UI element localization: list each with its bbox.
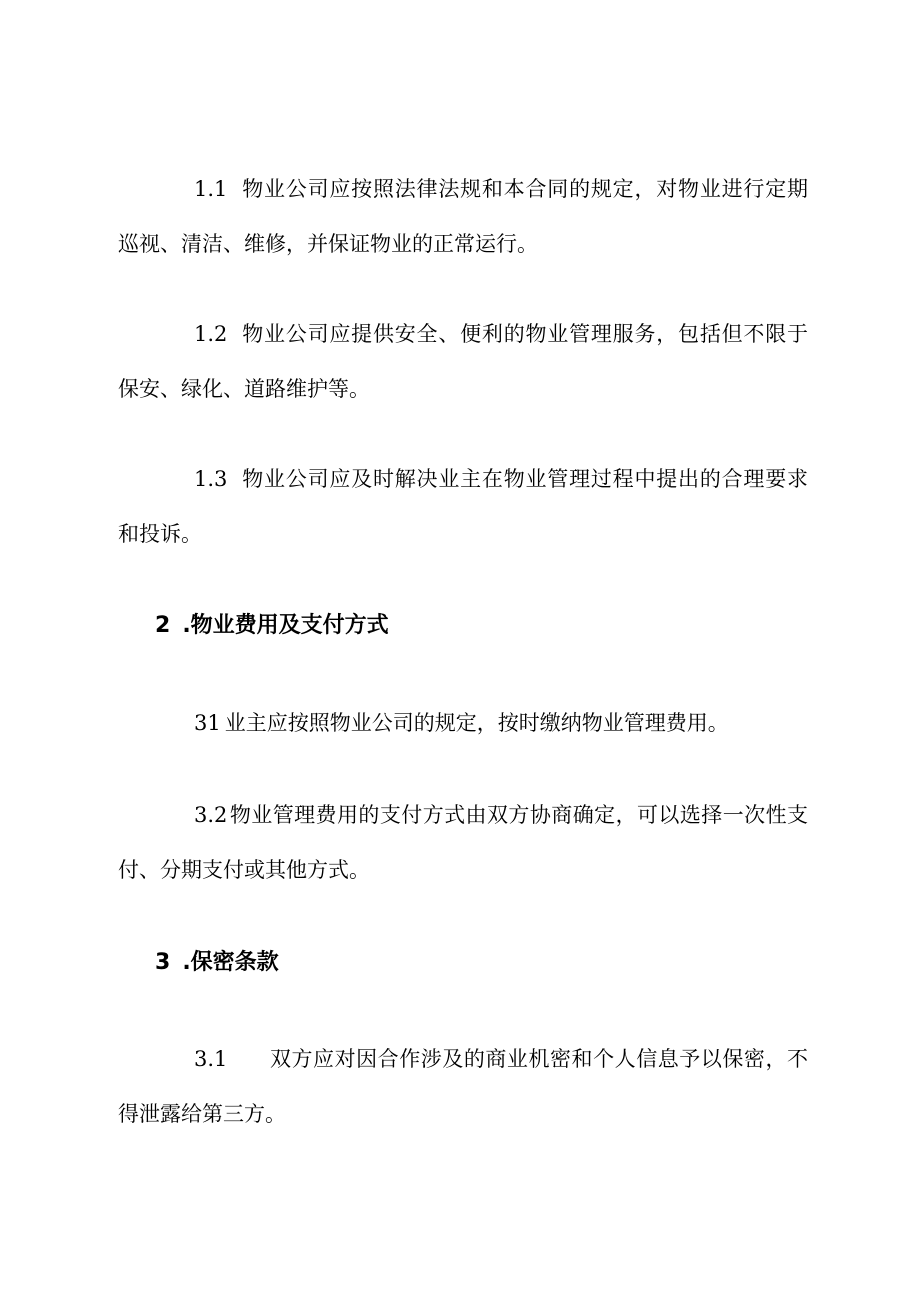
clause-text: 物业管理费用的支付方式由双方协商确定，可以选择一次性支付、分期支付或其他方式。 — [118, 803, 808, 882]
clause-number: 1.1 — [194, 177, 228, 201]
section-heading-2 — [155, 611, 389, 641]
clause-text: 物业公司应按照法律法规和本合同的规定，对物业进行定期巡视、清洁、维修，并保证物业的正常运行。 — [118, 177, 808, 256]
clause-number: 1.3 — [194, 467, 228, 491]
clause-1-2 — [118, 307, 808, 417]
clause-3-1-confidentiality — [118, 1032, 808, 1142]
section-heading-3 — [155, 948, 279, 978]
clause-number: 31 — [194, 711, 221, 735]
clause-text: 物业公司应提供安全、便利的物业管理服务，包括但不限于保安、绿化、道路维护等。 — [118, 322, 808, 401]
clause-number: 1.2 — [194, 322, 228, 346]
clause-number: 3.1 — [194, 1047, 228, 1071]
clause-number: 3.2 — [194, 803, 228, 827]
clause-text: 双方应对因合作涉及的商业机密和个人信息予以保密，不得泄露给第三方。 — [118, 1047, 808, 1126]
clause-1-1 — [118, 162, 808, 272]
clause-1-3 — [118, 452, 808, 562]
clause-text: 业主应按照物业公司的规定，按时缴纳物业管理费用。 — [224, 711, 729, 735]
clause-text: 物业公司应及时解决业主在物业管理过程中提出的合理要求和投诉。 — [118, 467, 808, 546]
section-number: 2 — [155, 613, 171, 638]
clause-3-1-payment — [118, 696, 808, 751]
clause-3-2 — [118, 788, 808, 898]
section-title: .物业费用及支付方式 — [182, 613, 389, 638]
section-number: 3 — [155, 950, 171, 975]
section-title: .保密条款 — [182, 950, 279, 975]
